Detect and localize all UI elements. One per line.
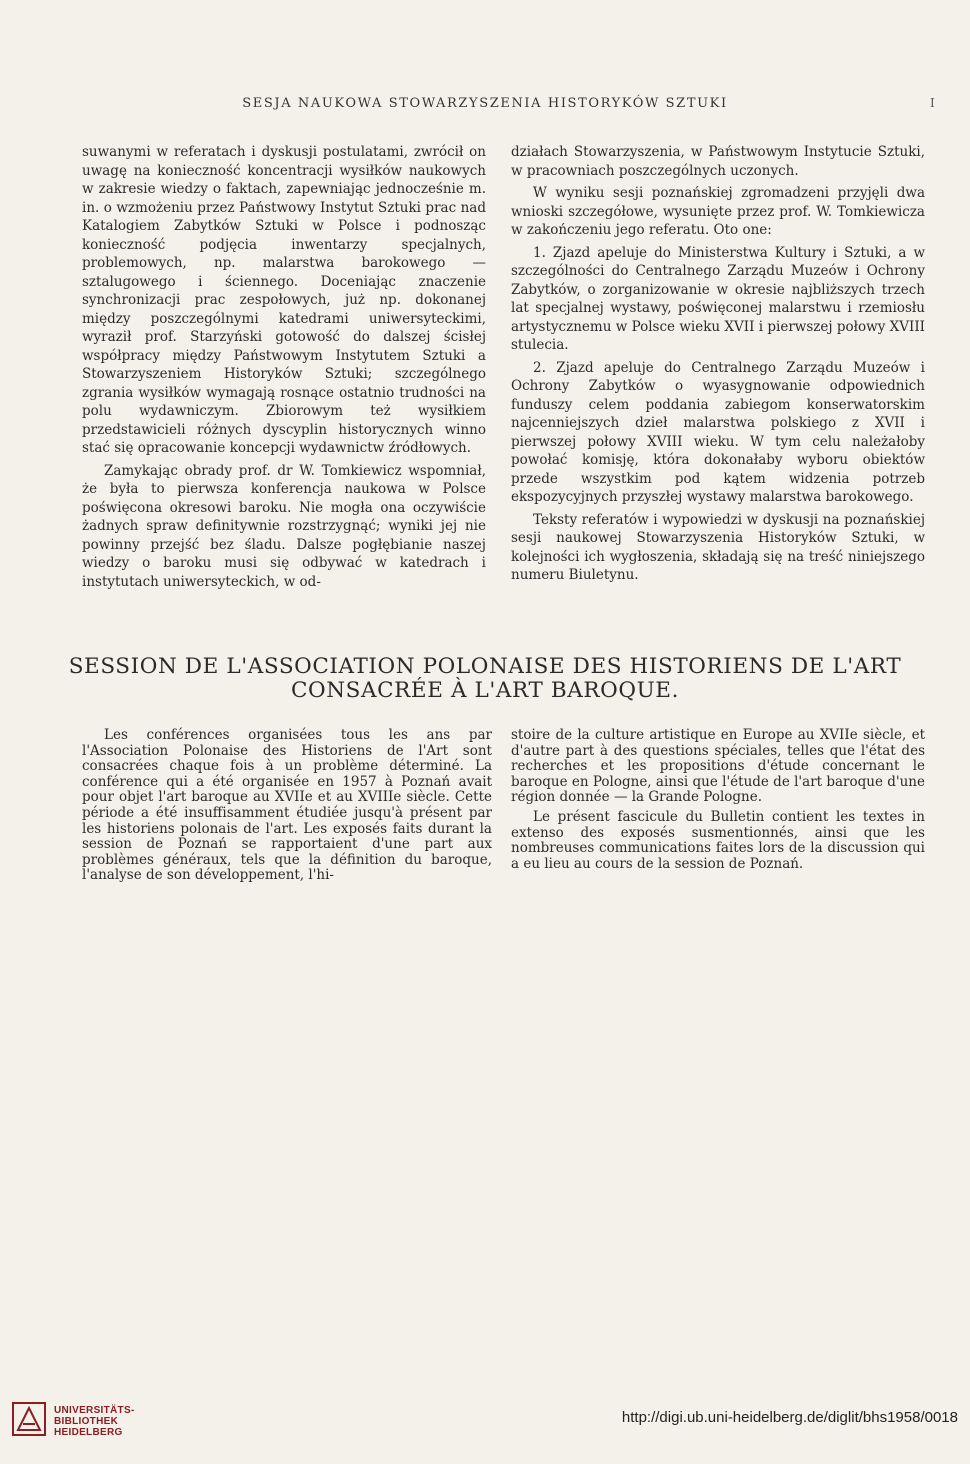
library-name-line: HEIDELBERG — [54, 1427, 123, 1438]
library-name-line: UNIVERSITÄTS- — [54, 1405, 135, 1416]
paragraph: suwanymi w referatach i dyskusji postulatami, zwrócił on uwagę na konieczność koncentracji wysiłków naukowych w zakresie wiedzy o faktach, zapewniając jednocześnie m. in. o wzmożeniu przez Państwowy Instytut Sztuki prac nad Katalogiem Zabytków Sztuki w Polsce i podnosząc konieczność podjęcia inwentarzy specjalnych, problemowych, np. malarstwa barokowego — sztalugowego i ściennego. Doceniając znaczenie synchronizacji prac zespołowych, już np. dokonanej między poszczególnymi katedrami uniwersyteckimi, wyraził prof. Starzyński gotowość do dalszej ścisłej współpracy między Państwowym Instytutem Sztuki a Stowarzyszeniem Historyków Sztuki; szczególnego zgrania wysiłków wymagają rosnące ostatnio trudności na polu wydawniczym. Zbiorowym też wysiłkiem przedstawicieli różnych dyscyplin historycznych winno stać się opracowanie koncepcji wydawnictw źródłowych. — [82, 144, 486, 456]
french-column-left — [82, 728, 492, 884]
paragraph: działach Stowarzyszenia, w Państwowym Instytucie Sztuki, w pracowniach poszczególnych uczonych. — [511, 144, 925, 179]
paragraph: 2. Zjazd apeluje do Centralnego Zarządu Muzeów i Ochrony Zabytków o wyasygnowanie odpowiednich funduszy celem poddania zabiegom konserwatorskim najcenniejszych dzieł malarstwa polskiego z XVII i pierwszej połowy XVIII wieku. W tym celu należałoby powołać komisję, która dokonałaby wyboru obiektów przede wszystkim pod kątem widzenia potrzeb ekspozycyjnych przyszłej wystawy malarstwa barokowego. — [511, 359, 925, 505]
polish-column-right — [511, 143, 925, 585]
university-library-logo-icon — [12, 1402, 46, 1436]
paragraph: Le présent fascicule du Bulletin contient les textes in extenso des exposés susmentionnés, ainsi que les nombreuses communications faites lors de la discussion qui a eu lieu au cours de la session de Poznań. — [511, 808, 925, 872]
paragraph: Zamykając obrady prof. dr W. Tomkiewicz wspomniał, że była to pierwsza konferencja naukowa w Polsce poświęcona okresowi baroku. Nie mogła ona oczywiście żadnych spraw definitywnie rozstrzygnąć; wyniki jej nie powinny przejść bez śladu. Dalsze pogłębianie naszej wiedzy o baroku musi się odbywać w katedrach i instytutach uniwersyteckich, w od- — [82, 462, 486, 590]
french-column-right — [511, 728, 925, 872]
french-section-title — [60, 655, 910, 703]
library-name-line: BIBLIOTHEK — [54, 1416, 119, 1427]
running-head: SESJA NAUKOWA STOWARZYSZENIA HISTORYKÓW SZTUKI — [242, 96, 728, 111]
polish-column-left — [82, 143, 486, 591]
paragraph: 1. Zjazd apeluje do Ministerstwa Kultury i Sztuki, a w szczególności do Centralnego Zarządu Muzeów i Ochrony Zabytków, o zorganizowanie w okresie najbliższych trzech lat specjalnej wystawy, poświęconej malarstwu i rzemiosłu artystycznemu w Polsce wieku XVII i pierwszej połowy XVIII stulecia. — [511, 244, 925, 353]
paragraph: Les conférences organisées tous les ans par l'Association Polonaise des Historiens de l'Art sont consacrées chaque fois à un problème déterminé. La conférence qui a été organisée en 1957 à Poznań avait pour objet l'art baroque au XVIIe et au XVIIIe siècle. Cette période a été insuffisamment étudiée jusqu'à présent par les historiens polonais de l'art. Les exposés faits durant la session de Poznań se rapportaient d'une part aux problèmes généraux, tels que la définition du baroque, l'analyse de son développement, l'hi- — [82, 727, 492, 884]
paragraph: W wyniku sesji poznańskiej zgromadzeni przyjęli dwa wnioski szczegółowe, wysunięte przez prof. W. Tomkiewicza w zakończeniu jego referatu. Oto one: — [511, 185, 925, 238]
source-url-link[interactable]: http://digi.ub.uni-heidelberg.de/diglit/bhs1958/0018 — [621, 1409, 958, 1426]
title-line: SESSION DE L'ASSOCIATION POLONAISE DES HISTORIENS DE L'ART — [68, 654, 902, 679]
page-folio: I — [930, 96, 935, 110]
library-name — [54, 1405, 135, 1438]
footer-bar — [0, 1392, 970, 1444]
paragraph: stoire de la culture artistique en Europe au XVIIe siècle, et d'autre part à des questions spéciales, telles que l'état des recherches et les propositions d'étude concernant le baroque en Pologne, ainsi que l'étude de l'art baroque d'une région donnée — la Grande Pologne. — [511, 727, 925, 806]
paragraph: Teksty referatów i wypowiedzi w dyskusji na poznańskiej sesji naukowej Stowarzyszenia Historyków Sztuki, w kolejności ich wygłoszenia, składają się na treść niniejszego numeru Biuletynu. — [511, 511, 925, 583]
title-line: CONSACRÉE À L'ART BAROQUE. — [290, 678, 680, 703]
